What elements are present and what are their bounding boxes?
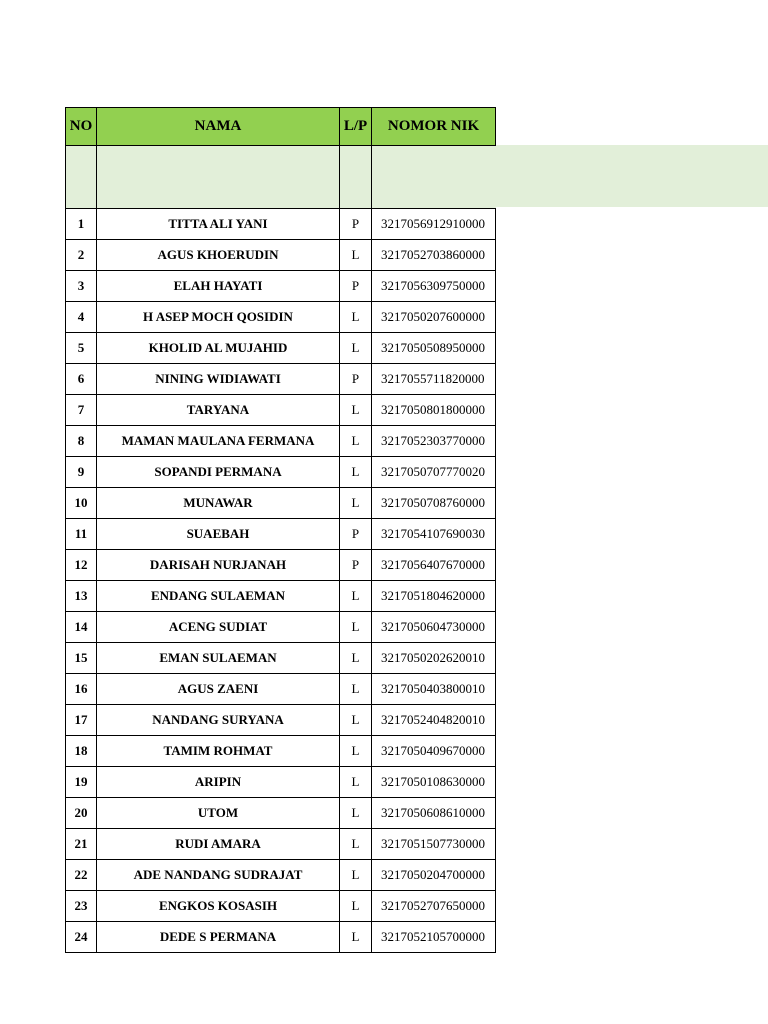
row-number-cell: 5: [66, 333, 97, 364]
blank-cell: [340, 146, 372, 209]
row-number-cell: 14: [66, 612, 97, 643]
name-cell: NANDANG SURYANA: [97, 705, 340, 736]
nik-cell: 3217052303770000: [372, 426, 496, 457]
gender-cell: L: [340, 891, 372, 922]
table-row: [66, 519, 496, 550]
table-row: [66, 240, 496, 271]
gender-cell: L: [340, 829, 372, 860]
row-number-cell: 6: [66, 364, 97, 395]
nik-cell: 3217050604730000: [372, 612, 496, 643]
nik-cell: 3217054107690030: [372, 519, 496, 550]
table-row: [66, 364, 496, 395]
table-row: [66, 581, 496, 612]
name-cell: ARIPIN: [97, 767, 340, 798]
table-row: [66, 395, 496, 426]
nik-cell: 3217056309750000: [372, 271, 496, 302]
table-row: [66, 271, 496, 302]
table-row: [66, 860, 496, 891]
table-row: [66, 674, 496, 705]
row-number-cell: 22: [66, 860, 97, 891]
nik-cell: 3217052105700000: [372, 922, 496, 953]
nik-cell: 3217052404820010: [372, 705, 496, 736]
name-cell: NINING WIDIAWATI: [97, 364, 340, 395]
header-row: [66, 108, 496, 146]
gender-cell: L: [340, 674, 372, 705]
nik-cell: 3217051507730000: [372, 829, 496, 860]
header-lp: L/P: [340, 108, 372, 146]
table-row: [66, 333, 496, 364]
nik-cell: 3217050204700000: [372, 860, 496, 891]
gender-cell: L: [340, 922, 372, 953]
nik-cell: 3217051804620000: [372, 581, 496, 612]
table-row: [66, 457, 496, 488]
name-cell: TITTA ALI YANI: [97, 209, 340, 240]
name-cell: SUAEBAH: [97, 519, 340, 550]
gender-cell: L: [340, 798, 372, 829]
name-cell: SOPANDI PERMANA: [97, 457, 340, 488]
gender-cell: L: [340, 860, 372, 891]
gender-cell: L: [340, 612, 372, 643]
name-cell: ADE NANDANG SUDRAJAT: [97, 860, 340, 891]
row-number-cell: 1: [66, 209, 97, 240]
row-number-cell: 3: [66, 271, 97, 302]
row-number-cell: 7: [66, 395, 97, 426]
gender-cell: L: [340, 488, 372, 519]
nik-cell: 3217050409670000: [372, 736, 496, 767]
name-cell: AGUS KHOERUDIN: [97, 240, 340, 271]
gender-cell: L: [340, 581, 372, 612]
gender-cell: L: [340, 643, 372, 674]
table-row: [66, 209, 496, 240]
table-row: [66, 302, 496, 333]
name-cell: MUNAWAR: [97, 488, 340, 519]
gender-cell: L: [340, 302, 372, 333]
nik-cell: 3217050207600000: [372, 302, 496, 333]
nik-cell: 3217050708760000: [372, 488, 496, 519]
row-number-cell: 10: [66, 488, 97, 519]
row-number-cell: 20: [66, 798, 97, 829]
table-row: [66, 798, 496, 829]
gender-cell: L: [340, 333, 372, 364]
table-row: [66, 612, 496, 643]
nik-cell: 3217050202620010: [372, 643, 496, 674]
name-cell: KHOLID AL MUJAHID: [97, 333, 340, 364]
nik-cell: 3217050801800000: [372, 395, 496, 426]
row-number-cell: 15: [66, 643, 97, 674]
row-number-cell: 18: [66, 736, 97, 767]
nik-cell: 3217050508950000: [372, 333, 496, 364]
nik-cell: 3217050108630000: [372, 767, 496, 798]
nik-cell: 3217050707770020: [372, 457, 496, 488]
nik-cell: 3217056912910000: [372, 209, 496, 240]
name-cell: EMAN SULAEMAN: [97, 643, 340, 674]
name-cell: TARYANA: [97, 395, 340, 426]
name-cell: DEDE S PERMANA: [97, 922, 340, 953]
row-number-cell: 16: [66, 674, 97, 705]
gender-cell: P: [340, 271, 372, 302]
row-number-cell: 4: [66, 302, 97, 333]
gender-cell: L: [340, 395, 372, 426]
name-cell: RUDI AMARA: [97, 829, 340, 860]
table-row: [66, 488, 496, 519]
gender-cell: P: [340, 550, 372, 581]
row-number-cell: 24: [66, 922, 97, 953]
row-number-cell: 2: [66, 240, 97, 271]
name-cell: UTOM: [97, 798, 340, 829]
blank-band-row: [66, 146, 496, 209]
nik-cell: 3217050608610000: [372, 798, 496, 829]
table-row: [66, 426, 496, 457]
gender-cell: L: [340, 457, 372, 488]
name-cell: H ASEP MOCH QOSIDIN: [97, 302, 340, 333]
row-number-cell: 13: [66, 581, 97, 612]
nik-cell: 3217055711820000: [372, 364, 496, 395]
row-number-cell: 17: [66, 705, 97, 736]
header-nik: NOMOR NIK: [372, 108, 496, 146]
table-row: [66, 736, 496, 767]
nik-cell: 3217050403800010: [372, 674, 496, 705]
table-row: [66, 922, 496, 953]
gender-cell: L: [340, 240, 372, 271]
name-cell: ACENG SUDIAT: [97, 612, 340, 643]
name-cell: DARISAH NURJANAH: [97, 550, 340, 581]
table-row: [66, 891, 496, 922]
gender-cell: P: [340, 364, 372, 395]
nik-cell: 3217052703860000: [372, 240, 496, 271]
table-row: [66, 705, 496, 736]
gender-cell: L: [340, 426, 372, 457]
gender-cell: L: [340, 736, 372, 767]
name-cell: ENGKOS KOSASIH: [97, 891, 340, 922]
name-cell: AGUS ZAENI: [97, 674, 340, 705]
name-cell: ELAH HAYATI: [97, 271, 340, 302]
row-number-cell: 21: [66, 829, 97, 860]
blank-cell: [97, 146, 340, 209]
nik-cell: 3217056407670000: [372, 550, 496, 581]
gender-cell: P: [340, 209, 372, 240]
table-row: [66, 767, 496, 798]
table-row: [66, 829, 496, 860]
row-number-cell: 19: [66, 767, 97, 798]
header-nama: NAMA: [97, 108, 340, 146]
table-row: [66, 643, 496, 674]
name-cell: ENDANG SULAEMAN: [97, 581, 340, 612]
blank-cell: [66, 146, 97, 209]
gender-cell: L: [340, 767, 372, 798]
blank-cell: [372, 146, 496, 209]
row-number-cell: 11: [66, 519, 97, 550]
name-cell: MAMAN MAULANA FERMANA: [97, 426, 340, 457]
table-body: [66, 209, 496, 953]
nik-cell: 3217052707650000: [372, 891, 496, 922]
member-table: [65, 107, 496, 953]
row-number-cell: 9: [66, 457, 97, 488]
name-cell: TAMIM ROHMAT: [97, 736, 340, 767]
gender-cell: P: [340, 519, 372, 550]
row-number-cell: 8: [66, 426, 97, 457]
gender-cell: L: [340, 705, 372, 736]
row-number-cell: 23: [66, 891, 97, 922]
table-row: [66, 550, 496, 581]
header-no: NO: [66, 108, 97, 146]
row-number-cell: 12: [66, 550, 97, 581]
